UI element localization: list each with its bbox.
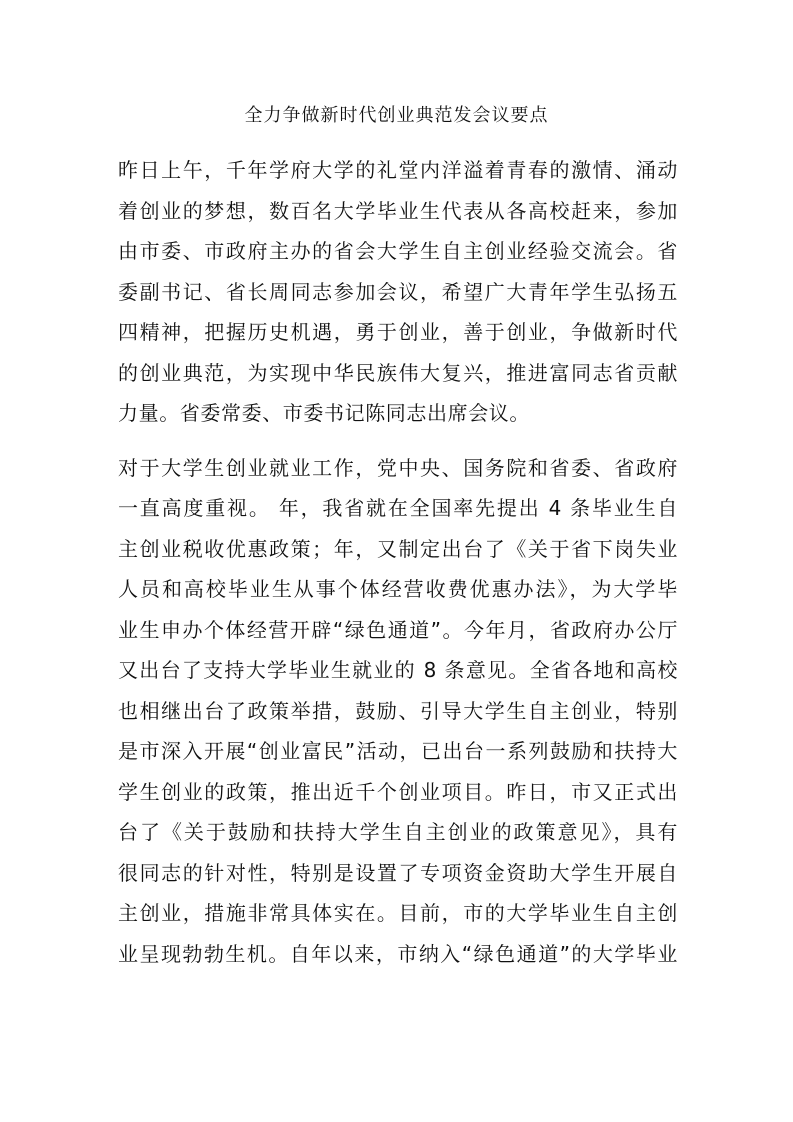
text-line: 台了《关于鼓励和扶持大学生自主创业的政策意见》，具有 bbox=[118, 820, 678, 844]
text-line: 学生创业的政策，推出近千个创业项目。昨日，市又正式出 bbox=[118, 779, 678, 804]
text-line: 四精神，把握历史机遇，勇于创业，善于创业，争做新时代 bbox=[118, 320, 678, 344]
text-line: 主创业，措施非常具体实在。目前，市的大学毕业生自主创 bbox=[118, 901, 678, 925]
paragraph-2 bbox=[118, 448, 678, 975]
text-line: 很同志的针对性，特别是设置了专项资金资助大学生开展自 bbox=[118, 860, 678, 885]
text-line: 是市深入开展“创业富民”活动，已出台一系列鼓励和扶持大 bbox=[118, 739, 678, 763]
text-line: 由市委、市政府主办的省会大学生自主创业经验交流会。省 bbox=[118, 239, 678, 263]
text-line: 人员和高校毕业生从事个体经营收费优惠办法》，为大学毕 bbox=[118, 577, 678, 601]
paragraph-1 bbox=[118, 150, 678, 434]
text-line: 委副书记、省长周同志参加会议，希望广大青年学生弘扬五 bbox=[118, 279, 678, 304]
text-line: 一直高度重视。 年，我省就在全国率先提出 4 条毕业生自 bbox=[118, 496, 678, 520]
document-body bbox=[118, 150, 678, 988]
document-title: 全力争做新时代创业典范发会议要点 bbox=[244, 105, 549, 126]
text-line: 业生申办个体经营开辟“绿色通道”。今年月，省政府办公厅 bbox=[118, 617, 678, 642]
text-line: 主创业税收优惠政策；年，又制定出台了《关于省下岗失业 bbox=[118, 536, 678, 561]
text-line: 的创业典范，为实现中华民族伟大复兴，推进富同志省贡献 bbox=[118, 360, 678, 385]
text-line: 着创业的梦想，数百名大学毕业生代表从各高校赶来，参加 bbox=[118, 198, 678, 223]
text-line: 对于大学生创业就业工作，党中央、国务院和省委、省政府 bbox=[118, 455, 678, 480]
text-line: 也相继出台了政策举措，鼓励、引导大学生自主创业，特别 bbox=[118, 698, 678, 723]
text-line: 昨日上午，千年学府大学的礼堂内洋溢着青春的激情、涌动 bbox=[118, 158, 678, 182]
text-line: 力量。省委常委、市委书记陈同志出席会议。 bbox=[118, 401, 530, 425]
text-line: 又出台了支持大学毕业生就业的 8 条意见。全省各地和高校 bbox=[118, 658, 678, 682]
text-line: 业呈现勃勃生机。自年以来，市纳入“绿色通道”的大学毕业 bbox=[118, 941, 678, 966]
